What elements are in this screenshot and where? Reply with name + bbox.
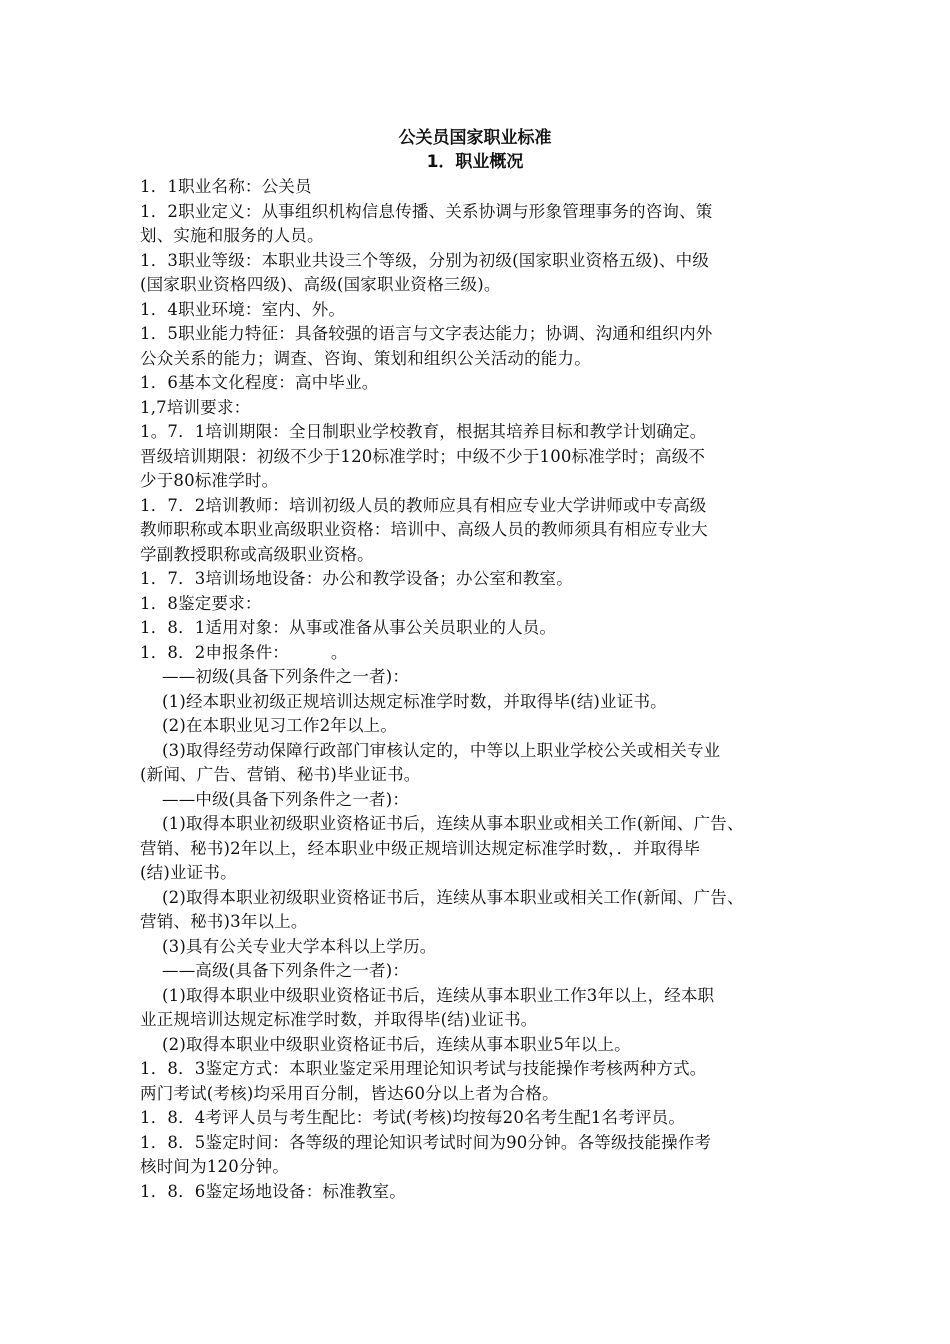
text-line: 营销、秘书)3年以上。 [140, 912, 308, 931]
document-title: 公关员国家职业标准 [398, 128, 552, 148]
text-line: (结)业证书。 [140, 863, 237, 882]
text-line: 1。7．1培训期限：全日制职业学校教育，根据其培养目标和教学计划确定。 [140, 422, 707, 441]
text-line: (1)经本职业初级正规培训达规定标准学时数，并取得毕(结)业证书。 [162, 691, 667, 711]
text-line: 划、实施和服务的人员。 [140, 226, 324, 245]
text-line: 业正规培训达规定标准学时数，并取得毕(结)业证书。 [140, 1010, 538, 1029]
text-line: ——中级(具备下列条件之一者)： [162, 789, 410, 809]
text-line: 1．8．4考评人员与考生配比：考试(考核)均按每20名考生配1名考评员。 [140, 1108, 686, 1127]
text-line: 学副教授职称或高级职业资格。 [140, 544, 374, 564]
text-line: 1．8．1适用对象：从事或准备从事公关员职业的人员。 [140, 618, 557, 637]
text-line: 1．7．2培训教师：培训初级人员的教师应具有相应专业大学讲师或中专高级 [140, 495, 707, 515]
text-line: 1．8．2申报条件： 。 [140, 642, 348, 662]
text-line: (1)取得本职业中级职业资格证书后，连续从事本职业工作3年以上，经本职 [162, 985, 715, 1005]
text-line: 1．5职业能力特征：具备较强的语言与文字表达能力；协调、沟通和组织内外 [140, 324, 713, 343]
text-line: (1)取得本职业初级职业资格证书后，连续从事本职业或相关工作(新闻、广告、 [162, 814, 744, 833]
text-line: 1．8．3鉴定方式：本职业鉴定采用理论知识考试与技能操作考核两种方式。 [140, 1059, 707, 1078]
text-line: (3)取得经劳动保障行政部门审核认定的，中等以上职业学校公关或相关专业 [162, 740, 721, 760]
text-line: 1．1职业名称：公关员 [140, 177, 312, 196]
text-line: 两门考试(考核)均采用百分制，皆达60分以上者为合格。 [140, 1083, 559, 1103]
text-line: (3)具有公关专业大学本科以上学历。 [162, 936, 437, 956]
text-line: 1．6基本文化程度：高中毕业。 [140, 373, 379, 392]
text-line: (2)在本职业见习工作2年以上。 [162, 716, 398, 735]
text-line: (国家职业资格四级)、高级(国家职业资格三级)。 [140, 275, 501, 294]
text-line: 核时间为120分钟。 [140, 1157, 289, 1176]
document-body [140, 175, 830, 1204]
text-line: 1．2职业定义：从事组织机构信息传播、关系协调与形象管理事务的咨询、策 [140, 201, 713, 221]
text-line: (新闻、广告、营销、秘书)毕业证书。 [140, 765, 421, 784]
section-heading: 1．职业概况 [426, 152, 524, 172]
text-line: 少于80标准学时。 [140, 471, 279, 490]
text-line: 1．3职业等级：本职业共设三个等级，分别为初级(国家职业资格五级)、中级 [140, 250, 710, 270]
text-line: 1．8．5鉴定时间：各等级的理论知识考试时间为90分钟。各等级技能操作考 [140, 1132, 712, 1152]
text-line: 教师职称或本职业高级职业资格：培训中、高级人员的教师须具有相应专业大 [140, 520, 708, 539]
text-line: 晋级培训期限：初级不少于120标准学时；中级不少于100标准学时；高级不 [140, 446, 706, 466]
text-line: (2)取得本职业初级职业资格证书后，连续从事本职业或相关工作(新闻、广告、 [162, 887, 744, 907]
text-line: ——高级(具备下列条件之一者)： [162, 961, 410, 980]
text-line: ——初级(具备下列条件之一者)： [162, 667, 410, 686]
text-line: 1,7培训要求： [140, 397, 251, 417]
text-line: 营销、秘书)2年以上，经本职业中级正规培训达规定标准学时数，．并取得毕 [140, 838, 701, 858]
text-line: 1．8鉴定要求： [140, 593, 262, 613]
text-line: 1．4职业环境：室内、外。 [140, 299, 346, 319]
text-line: (2)取得本职业中级职业资格证书后，连续从事本职业5年以上。 [162, 1034, 631, 1054]
text-line: 公众关系的能力；调查、咨询、策划和组织公关活动的能力。 [140, 348, 591, 368]
text-line: 1．8．6鉴定场地设备：标准教室。 [140, 1181, 406, 1201]
text-line: 1．7．3培训场地设备：办公和教学设备；办公室和教室。 [140, 569, 573, 588]
